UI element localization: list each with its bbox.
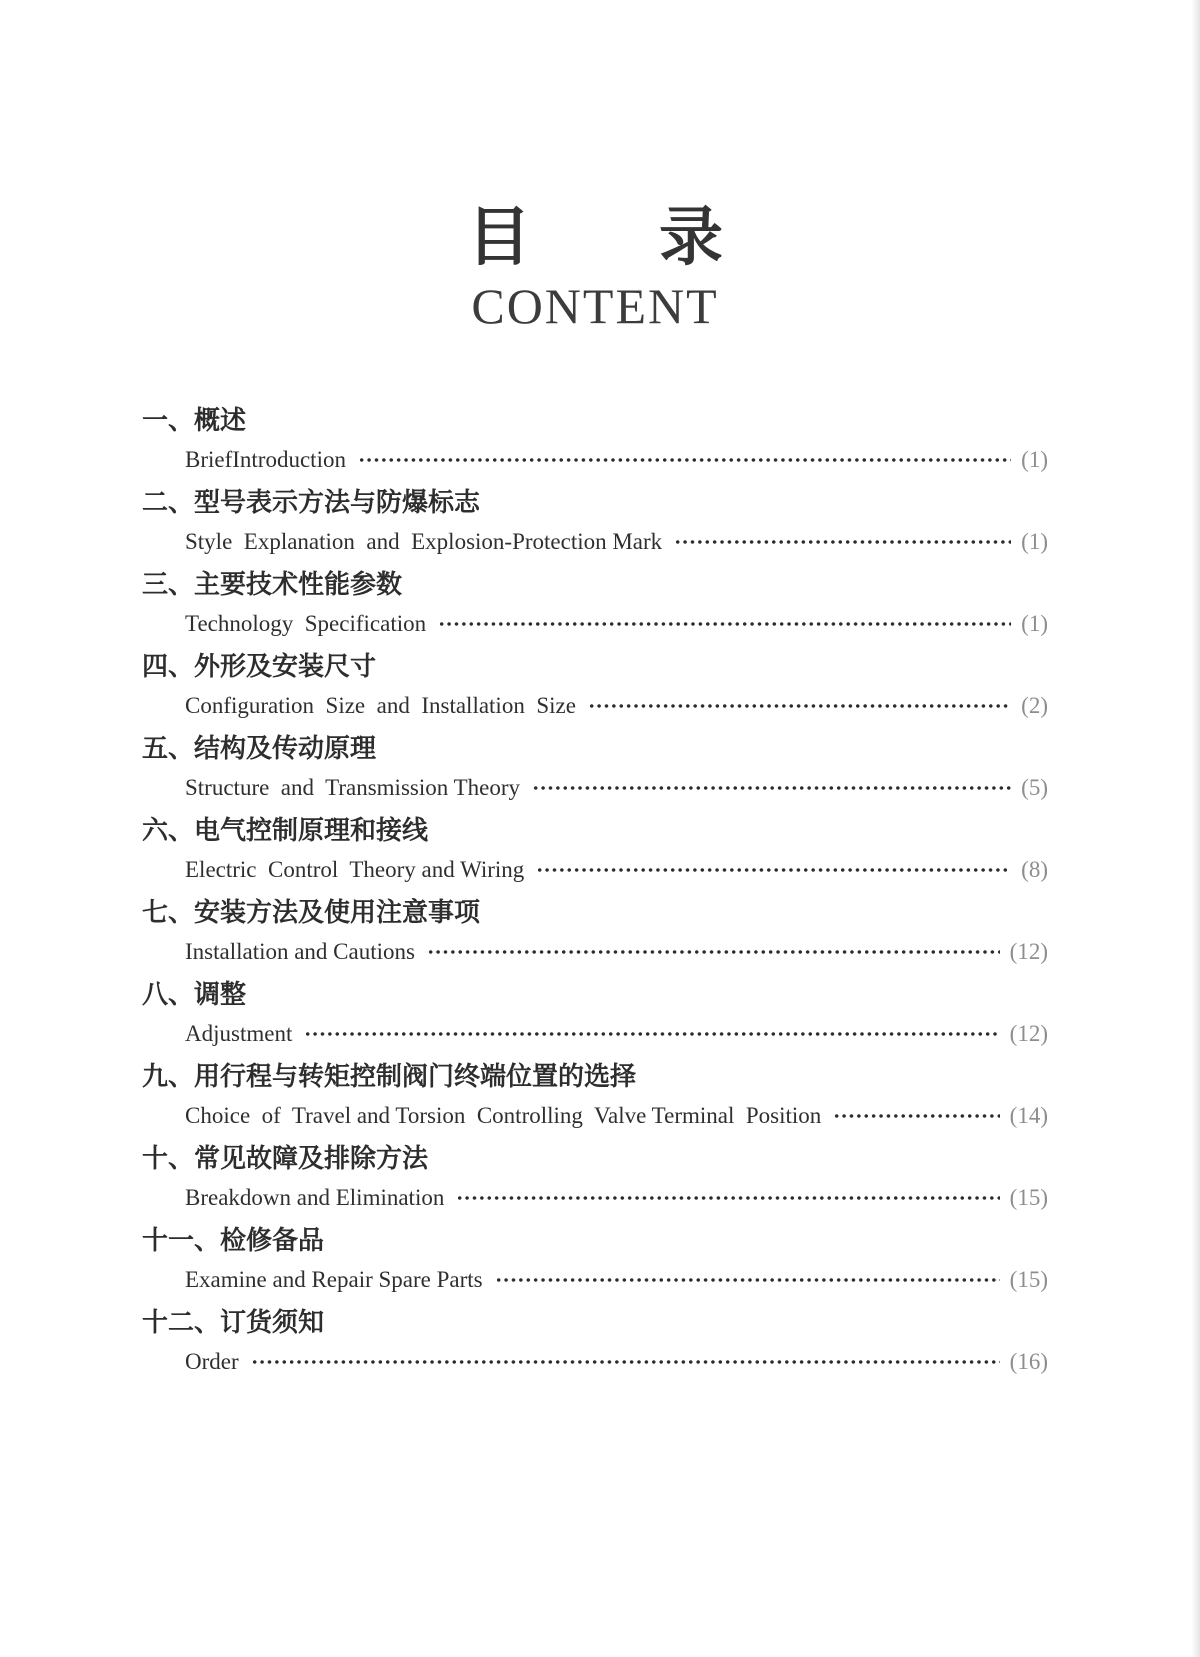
toc-entry	[142, 810, 1048, 890]
toc-entry-heading: 三、主要技术性能参数	[142, 569, 403, 599]
toc-entry-page: (12)	[1009, 1021, 1048, 1046]
toc-entry-page: (8)	[1021, 857, 1048, 882]
dotted-leader	[251, 1355, 1000, 1369]
toc-entry-title-en: Examine and Repair Spare Parts	[185, 1267, 483, 1292]
toc-entry-title-en: Style Explanation and Explosion-Protection Mark	[185, 529, 663, 554]
toc-list	[142, 400, 1048, 1382]
toc-entry-page: (2)	[1021, 693, 1048, 718]
toc-entry-heading: 五、结构及传动原理	[142, 733, 377, 763]
toc-entry	[142, 1220, 1048, 1300]
toc-entry-heading: 十二、订货须知	[142, 1307, 325, 1337]
toc-entry	[142, 646, 1048, 726]
toc-entry-page: (1)	[1021, 611, 1048, 636]
toc-entry-line	[185, 1014, 1048, 1054]
toc-entry	[142, 1302, 1048, 1382]
toc-entry	[142, 1138, 1048, 1218]
toc-entry-line	[185, 1260, 1048, 1300]
toc-entry	[142, 974, 1048, 1054]
toc-entry-page: (16)	[1009, 1349, 1048, 1374]
toc-entry-line	[185, 522, 1048, 562]
toc-entry-line	[185, 932, 1048, 972]
toc-entry-heading: 八、调整	[142, 979, 247, 1009]
toc-entry	[142, 892, 1048, 972]
toc-entry	[142, 400, 1048, 480]
dotted-leader	[438, 617, 1011, 631]
toc-entry	[142, 1056, 1048, 1136]
toc-entry-line	[185, 686, 1048, 726]
toc-entry-title-en: Electric Control Theory and Wiring	[185, 857, 525, 882]
toc-entry-heading: 四、外形及安装尺寸	[142, 651, 377, 681]
toc-entry-line	[185, 768, 1048, 808]
toc-entry-heading: 二、型号表示方法与防爆标志	[142, 487, 481, 517]
toc-entry-title-en: Structure and Transmission Theory	[185, 775, 520, 800]
dotted-leader	[304, 1027, 999, 1041]
dotted-leader	[495, 1273, 1000, 1287]
dotted-leader	[427, 945, 1000, 959]
toc-entry-title-en: Choice of Travel and Torsion Controlling Valve Terminal Position	[185, 1103, 822, 1128]
toc-entry-title-en: Order	[185, 1349, 239, 1374]
toc-entry-heading: 十、常见故障及排除方法	[142, 1143, 429, 1173]
toc-entry-page: (15)	[1009, 1267, 1048, 1292]
toc-entry-page: (15)	[1009, 1185, 1048, 1210]
dotted-leader	[674, 535, 1011, 549]
toc-entry-page: (12)	[1009, 939, 1048, 964]
toc-entry-title-en: Configuration Size and Installation Size	[185, 693, 576, 718]
toc-entry-title-en: Adjustment	[185, 1021, 293, 1046]
toc-entry-line	[185, 850, 1048, 890]
toc-entry	[142, 564, 1048, 644]
toc-entry-line	[185, 1342, 1048, 1382]
dotted-leader	[536, 863, 1011, 877]
toc-header	[142, 198, 1048, 334]
scan-edge-shadow	[1191, 0, 1200, 1657]
dotted-leader	[456, 1191, 999, 1205]
toc-entry-title-en: BriefIntroduction	[185, 447, 346, 472]
toc-entry-title-en: Installation and Cautions	[185, 939, 415, 964]
toc-title-english: CONTENT	[471, 278, 719, 334]
toc-title-chinese: 目 录	[467, 201, 723, 273]
toc-entry-title-en: Breakdown and Elimination	[185, 1185, 445, 1210]
toc-entry-title-en: Technology Specification	[185, 611, 427, 636]
toc-entry-page: (5)	[1021, 775, 1048, 800]
dotted-leader	[358, 453, 1011, 467]
toc-entry-line	[185, 604, 1048, 644]
toc-entry-line	[185, 440, 1048, 480]
dotted-leader	[833, 1109, 999, 1123]
dotted-leader	[532, 781, 1011, 795]
toc-entry-heading: 六、电气控制原理和接线	[142, 815, 429, 845]
toc-entry-heading: 一、概述	[142, 405, 247, 435]
toc-entry	[142, 482, 1048, 562]
toc-entry-page: (14)	[1009, 1103, 1048, 1128]
toc-entry-heading: 七、安装方法及使用注意事项	[142, 897, 481, 927]
toc-entry-line	[185, 1096, 1048, 1136]
dotted-leader	[588, 699, 1011, 713]
toc-entry-line	[185, 1178, 1048, 1218]
toc-entry-page: (1)	[1021, 447, 1048, 472]
toc-entry-heading: 九、用行程与转矩控制阀门终端位置的选择	[142, 1061, 637, 1091]
toc-content	[142, 0, 1048, 1384]
toc-entry	[142, 728, 1048, 808]
toc-entry-page: (1)	[1021, 529, 1048, 554]
toc-entry-heading: 十一、检修备品	[142, 1225, 325, 1255]
